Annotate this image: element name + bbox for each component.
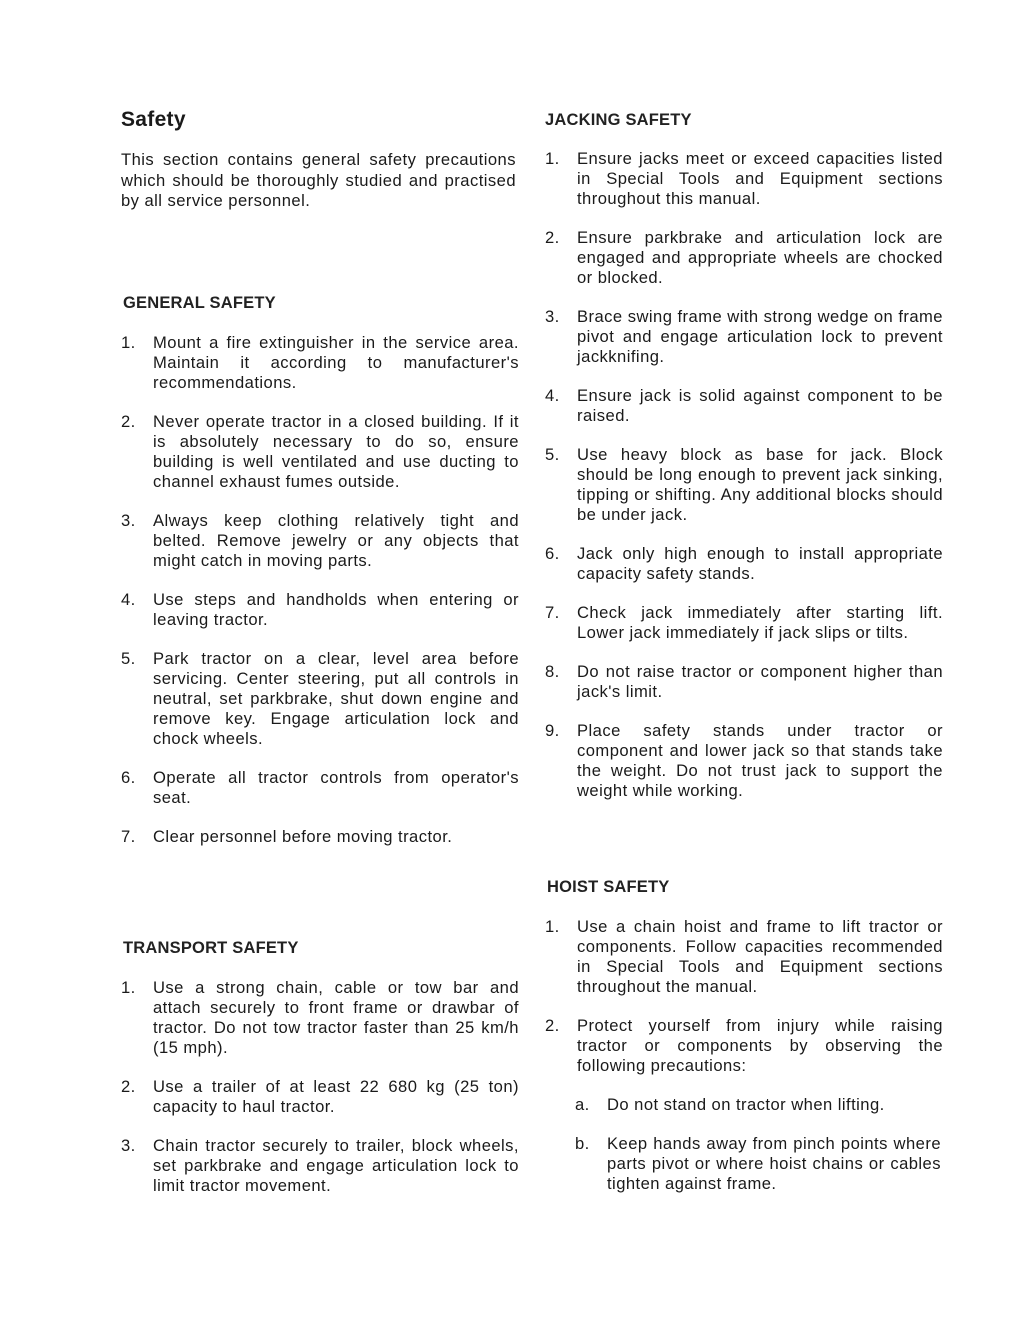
transport-item-2 [121, 1077, 519, 1117]
general-item-6 [121, 768, 519, 808]
item-text: Never operate tractor in a closed building. If it is absolutely necessary to do so, ensure building is well ventilated and use ducting to channel exhaust fumes outside. [153, 412, 519, 491]
hoist-item-1 [545, 917, 943, 997]
item-letter: a. [575, 1095, 590, 1114]
item-text: Do not stand on tractor when lifting. [607, 1095, 885, 1114]
jacking-item-6 [545, 544, 943, 584]
general-item-7 [121, 827, 519, 847]
general-item-4 [121, 590, 519, 630]
general-safety-list [121, 333, 519, 866]
jacking-item-3 [545, 307, 943, 367]
item-number: 3. [121, 1136, 136, 1155]
item-text: Jack only high enough to install appropriate capacity safety stands. [577, 544, 943, 583]
item-number: 1. [121, 333, 136, 352]
item-number: 4. [545, 386, 560, 405]
hoist-item-2 [545, 1016, 943, 1076]
transport-safety-heading: TRANSPORT SAFETY [123, 939, 299, 957]
jacking-item-8 [545, 662, 943, 702]
jacking-item-1 [545, 149, 943, 209]
item-text: Protect yourself from injury while raising tractor or components by observing the following precautions: [577, 1016, 943, 1075]
item-text: Use heavy block as base for jack. Block should be long enough to prevent jack sinking, tipping or shifting. Any additional blocks should be under jack. [577, 445, 943, 524]
jacking-safety-list [545, 149, 943, 820]
transport-safety-list [121, 978, 519, 1215]
hoist-safety-heading: HOIST SAFETY [547, 878, 670, 896]
item-number: 6. [545, 544, 560, 563]
item-number: 9. [545, 721, 560, 740]
hoist-subitem-a [545, 1095, 941, 1115]
item-number: 6. [121, 768, 136, 787]
item-number: 8. [545, 662, 560, 681]
jacking-safety-heading: JACKING SAFETY [545, 111, 692, 129]
item-text: Ensure parkbrake and articulation lock are engaged and appropriate wheels are chocked or blocked. [577, 228, 943, 287]
item-number: 7. [121, 827, 136, 846]
general-item-2 [121, 412, 519, 492]
item-text: Keep hands away from pinch points where parts pivot or where hoist chains or cables tighten against frame. [607, 1134, 941, 1193]
jacking-item-4 [545, 386, 943, 426]
hoist-safety-list [545, 917, 943, 1095]
page-title: Safety [121, 108, 186, 131]
item-number: 2. [545, 228, 560, 247]
general-item-1 [121, 333, 519, 393]
item-text: Use a trailer of at least 22 680 kg (25 ton) capacity to haul tractor. [153, 1077, 519, 1116]
intro-paragraph: This section contains general safety precautions which should be thoroughly studied and practised by all service personnel. [121, 150, 516, 210]
item-number: 2. [121, 412, 136, 431]
item-text: Always keep clothing relatively tight and belted. Remove jewelry or any objects that might catch in moving parts. [153, 511, 519, 570]
item-text: Use a strong chain, cable or tow bar and attach securely to front frame or drawbar of tractor. Do not tow tractor faster than 25 km/h (15 mph). [153, 978, 519, 1057]
item-number: 2. [121, 1077, 136, 1096]
hoist-sublist [545, 1095, 941, 1213]
item-letter: b. [575, 1134, 590, 1153]
jacking-item-5 [545, 445, 943, 525]
item-text: Operate all tractor controls from operator's seat. [153, 768, 519, 807]
jacking-item-9 [545, 721, 943, 801]
item-text: Chain tractor securely to trailer, block wheels, set parkbrake and engage articulation lock to limit tractor movement. [153, 1136, 519, 1195]
item-number: 1. [545, 917, 560, 936]
jacking-item-7 [545, 603, 943, 643]
item-number: 4. [121, 590, 136, 609]
item-text: Mount a fire extinguisher in the service area. Maintain it according to manufacturer's recommendations. [153, 333, 519, 392]
item-text: Do not raise tractor or component higher than jack's limit. [577, 662, 943, 701]
general-item-5 [121, 649, 519, 749]
item-number: 1. [121, 978, 136, 997]
item-text: Clear personnel before moving tractor. [153, 827, 453, 846]
hoist-subitem-b [545, 1134, 941, 1194]
jacking-item-2 [545, 228, 943, 288]
item-text: Check jack immediately after starting lift. Lower jack immediately if jack slips or tilts. [577, 603, 943, 642]
item-number: 3. [545, 307, 560, 326]
item-number: 3. [121, 511, 136, 530]
transport-item-3 [121, 1136, 519, 1196]
item-text: Ensure jack is solid against component to be raised. [577, 386, 943, 425]
item-number: 7. [545, 603, 560, 622]
item-text: Brace swing frame with strong wedge on frame pivot and engage articulation lock to prevent jackknifing. [577, 307, 943, 366]
item-text: Use a chain hoist and frame to lift tractor or components. Follow capacities recommended in Special Tools and Equipment sections throughout the manual. [577, 917, 943, 996]
general-item-3 [121, 511, 519, 571]
item-number: 5. [545, 445, 560, 464]
item-text: Park tractor on a clear, level area before servicing. Center steering, put all controls in neutral, set parkbrake, shut down engine and remove key. Engage articulation lock and chock wheels. [153, 649, 519, 748]
item-number: 2. [545, 1016, 560, 1035]
general-safety-heading: GENERAL SAFETY [123, 294, 276, 312]
item-text: Place safety stands under tractor or component and lower jack so that stands take the weight. Do not trust jack to support the weight while working. [577, 721, 943, 800]
item-text: Ensure jacks meet or exceed capacities listed in Special Tools and Equipment sections throughout this manual. [577, 149, 943, 208]
item-number: 5. [121, 649, 136, 668]
item-text: Use steps and handholds when entering or leaving tractor. [153, 590, 519, 629]
item-number: 1. [545, 149, 560, 168]
transport-item-1 [121, 978, 519, 1058]
